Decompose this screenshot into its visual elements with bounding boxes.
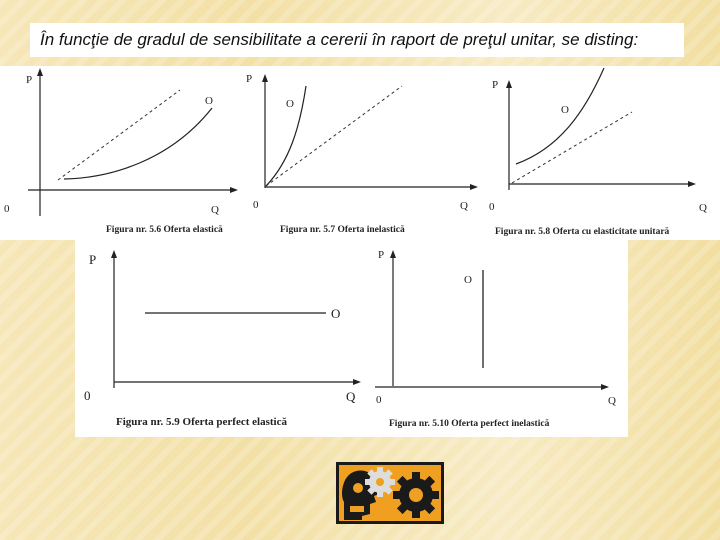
curve-label: O	[464, 274, 472, 286]
figure-caption: Figura nr. 5.6 Oferta elastică	[106, 225, 223, 235]
figure-caption: Figura nr. 5.10 Oferta perfect inelastică	[389, 419, 550, 429]
origin-label: 0	[489, 201, 495, 213]
figures-bottom-panel	[75, 240, 628, 437]
origin-label: 0	[4, 203, 10, 215]
x-axis-arrow	[353, 379, 361, 385]
axis-y-label: P	[492, 79, 499, 91]
small-gear	[365, 467, 395, 497]
curve-label: O	[331, 306, 341, 321]
eye	[353, 483, 363, 493]
figure-caption: Figura nr. 5.9 Oferta perfect elastică	[116, 416, 287, 428]
figure-caption: Figura nr. 5.8 Oferta cu elasticitate unitară	[495, 227, 670, 237]
gear-head-logo-icon	[336, 462, 444, 524]
axis-x-label: Q	[211, 204, 219, 216]
origin-label: 0	[376, 394, 382, 406]
figure-caption: Figura nr. 5.7 Oferta inelastică	[280, 225, 405, 235]
mouth	[350, 506, 364, 512]
origin-label: 0	[84, 388, 91, 403]
axis-x-label: Q	[460, 200, 468, 212]
axis-y-label: P	[26, 74, 33, 86]
figure-5-7	[246, 73, 478, 235]
logo-svg	[336, 462, 444, 524]
y-axis-arrow	[506, 80, 512, 88]
figure-5-9	[84, 250, 361, 428]
axis-x-label: Q	[608, 395, 616, 407]
y-axis-arrow	[262, 74, 268, 82]
x-axis-arrow	[688, 181, 696, 187]
axis-x-label: Q	[346, 389, 356, 404]
reference-line	[58, 90, 180, 180]
figure-5-8	[489, 68, 707, 237]
curve-label: O	[561, 104, 569, 116]
figures-bottom-svg	[75, 240, 628, 437]
supply-curve	[64, 108, 212, 179]
large-gear	[393, 472, 439, 518]
figure-5-6	[4, 68, 238, 235]
x-axis-arrow	[470, 184, 478, 190]
figure-5-10	[375, 249, 616, 429]
title-box	[30, 23, 684, 57]
y-axis-arrow	[37, 68, 43, 76]
axis-y-label: P	[89, 252, 97, 267]
axis-y-label: P	[378, 249, 385, 261]
axis-y-label: P	[246, 73, 253, 85]
axis-x-label: Q	[699, 202, 707, 214]
slide-title: În funcţie de gradul de sensibilitate a cererii în raport de preţul unitar, se disting:	[40, 30, 639, 49]
curve-label: O	[286, 98, 294, 110]
curve-label: O	[205, 95, 213, 107]
origin-label: 0	[253, 199, 259, 211]
x-axis-arrow	[601, 384, 609, 390]
y-axis-arrow	[111, 250, 117, 258]
y-axis-arrow	[390, 250, 396, 258]
figures-top-panel	[0, 66, 720, 240]
x-axis-arrow	[230, 187, 238, 193]
supply-curve	[516, 68, 604, 164]
figures-top-svg	[0, 66, 720, 240]
